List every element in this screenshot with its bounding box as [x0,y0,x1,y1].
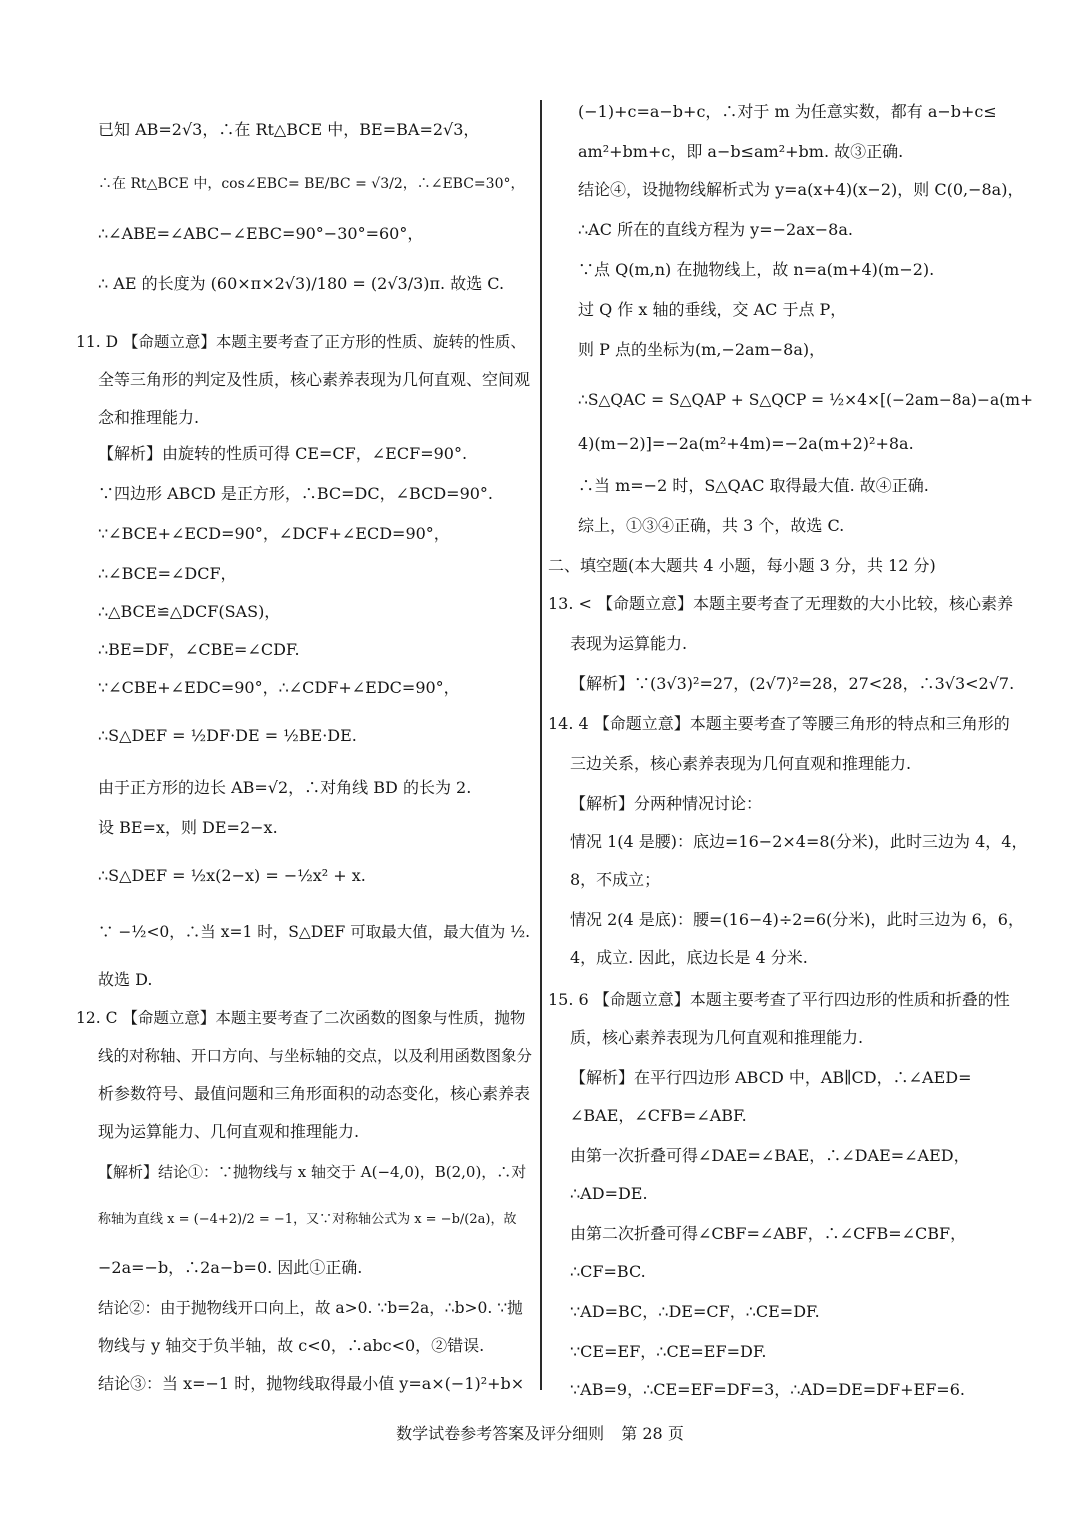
text-line: ∵点 Q(m,n) 在抛物线上，故 n=a(m+4)(m−2). [578,260,935,279]
page-footer [0,1422,1080,1446]
column-divider [540,100,542,1390]
text-line: ∵ −½<0，∴当 x=1 时，S△DEF 可取最大值，最大值为 ½. [98,923,531,941]
text-line: ∴∠ABE=∠ABC−∠EBC=90°−30°=60°， [98,224,424,243]
text-line: ∴△BCE≌△DCF(SAS)， [98,602,281,621]
text-line: ∴∠BCE=∠DCF， [98,564,237,583]
text-line: 由第一次折叠可得∠DAE=∠BAE，∴∠DAE=∠AED， [570,1146,970,1165]
text-line: ∴CF=BC. [570,1262,646,1281]
text-line: ∴S△DEF = ½x(2−x) = −½x² + x. [98,866,366,885]
text-line: 现为运算能力、几何直观和推理能力. [98,1122,360,1141]
text-line: ∴S△QAC = S△QAP + S△QCP = ½×4×[(−2am−8a)−a(m+ [578,391,1033,409]
text-line: 4，成立. 因此，底边长是 4 分米. [570,948,808,967]
text-line: ∵四边形 ABCD 是正方形，∴BC=DC，∠BCD=90°. [98,484,494,503]
text-line: 结论②：由于抛物线开口向上，故 a>0. ∵b=2a，∴b>0. ∵抛 [98,1299,523,1317]
text-line: ∴S△DEF = ½DF·DE = ½BE·DE. [98,726,357,745]
text-line: ∵AD=BC，∴DE=CF，∴CE=DF. [570,1302,820,1321]
text-line: ∵∠BCE+∠ECD=90°，∠DCF+∠ECD=90°， [98,524,450,543]
text-line: 质，核心素养表现为几何直观和推理能力. [570,1028,864,1047]
text-line: am²+bm+c，即 a−b≤am²+bm. 故③正确. [578,142,904,161]
footer-page-number: 第 28 页 [621,1424,684,1443]
text-line: 情况 1(4 是腰)：底边=16−2×4=8(分米)，此时三边为 4，4， [570,832,1028,851]
text-line: 【解析】结论①：∵抛物线与 x 轴交于 A(−4,0)，B(2,0)，∴对 [98,1163,527,1181]
text-line: ∴AC 所在的直线方程为 y=−2ax−8a. [578,220,853,239]
text-line: 结论④，设抛物线解析式为 y=a(x+4)(x−2)，则 C(0,−8a)， [578,180,1024,199]
text-line: ∵AB=9，∴CE=EF=DF=3，∴AD=DE=DF+EF=6. [570,1380,965,1399]
text-line: ∴在 Rt△BCE 中，cos∠EBC= BE/BC = √3/2，∴∠EBC=30°， [98,176,525,192]
text-line: 三边关系，核心素养表现为几何直观和推理能力. [570,754,912,773]
text-line: ∵∠CBE+∠EDC=90°，∴∠CDF+∠EDC=90°， [98,678,460,697]
text-line: 11. D 【命题立意】本题主要考查了正方形的性质、旋转的性质、 [76,333,526,351]
text-line: 【解析】由旋转的性质可得 CE=CF，∠ECF=90°. [98,444,468,463]
text-line: 线的对称轴、开口方向、与坐标轴的交点，以及利用函数图象分 [98,1047,533,1065]
text-line: 4)(m−2)]=−2a(m²+4m)=−2a(m+2)²+8a. [578,434,914,453]
text-line: ∵CE=EF，∴CE=EF=DF. [570,1342,767,1361]
text-line: 表现为运算能力. [570,634,688,653]
text-line: 综上，①③④正确，共 3 个，故选 C. [578,516,845,535]
text-line: (−1)+c=a−b+c，∴对于 m 为任意实数，都有 a−b+c≤ [578,102,997,121]
text-line: 二、填空题(本大题共 4 小题，每小题 3 分，共 12 分) [548,556,936,575]
text-line: 13. < 【命题立意】本题主要考查了无理数的大小比较，核心素养 [548,594,1014,613]
text-line: ∠BAE，∠CFB=∠ABF. [570,1106,747,1125]
text-line: 情况 2(4 是底)：腰=(16−4)÷2=6(分米)，此时三边为 6，6， [570,910,1024,929]
text-line: ∴当 m=−2 时，S△QAC 取得最大值. 故④正确. [578,476,929,495]
text-line: −2a=−b，∴2a−b=0. 因此①正确. [98,1258,363,1277]
text-line: ∴ AE 的长度为 (60×π×2√3)/180 = (2√3/3)π. 故选 C. [98,274,505,293]
text-line: 【解析】∵(3√3)²=27，(2√7)²=28，27<28，∴3√3<2√7. [570,674,1015,693]
text-line: 物线与 y 轴交于负半轴，故 c<0，∴abc<0，②错误. [98,1336,485,1355]
text-line: 已知 AB=2√3，∴在 Rt△BCE 中，BE=BA=2√3， [98,120,480,139]
text-line: 设 BE=x，则 DE=2−x. [98,818,278,837]
text-line: ∴AD=DE. [570,1184,648,1203]
text-line: 由第二次折叠可得∠CBF=∠ABF，∴∠CFB=∠CBF， [570,1224,967,1243]
text-line: 14. 4 【命题立意】本题主要考查了等腰三角形的特点和三角形的 [548,714,1010,733]
text-line: 12. C 【命题立意】本题主要考查了二次函数的图象与性质，抛物 [76,1009,526,1027]
text-line: 由于正方形的边长 AB=√2，∴对角线 BD 的长为 2. [98,778,472,797]
text-line: 称轴为直线 x = (−4+2)/2 = −1，又∵对称轴公式为 x = −b/(2a)，故 [98,1212,517,1227]
text-line: 15. 6 【命题立意】本题主要考查了平行四边形的性质和折叠的性 [548,990,1010,1009]
text-line: 【解析】分两种情况讨论： [570,794,763,813]
text-line: 故选 D. [98,970,153,989]
text-line: 过 Q 作 x 轴的垂线，交 AC 于点 P， [578,300,847,319]
text-line: 全等三角形的判定及性质，核心素养表现为几何直观、空间观 [98,370,531,389]
text-line: 【解析】在平行四边形 ABCD 中，AB∥CD，∴∠AED= [570,1068,972,1087]
text-line: 则 P 点的坐标为(m,−2am−8a)， [578,340,826,359]
text-line: ∴BE=DF，∠CBE=∠CDF. [98,640,300,659]
text-line: 析参数符号、最值问题和三角形面积的动态变化，核心素养表 [98,1084,531,1103]
footer-title: 数学试卷参考答案及评分细则 [396,1424,605,1443]
text-line: 结论③：当 x=−1 时，抛物线取得最小值 y=a×(−1)²+b× [98,1374,525,1393]
text-line: 8，不成立； [570,870,661,889]
text-line: 念和推理能力. [98,408,200,427]
